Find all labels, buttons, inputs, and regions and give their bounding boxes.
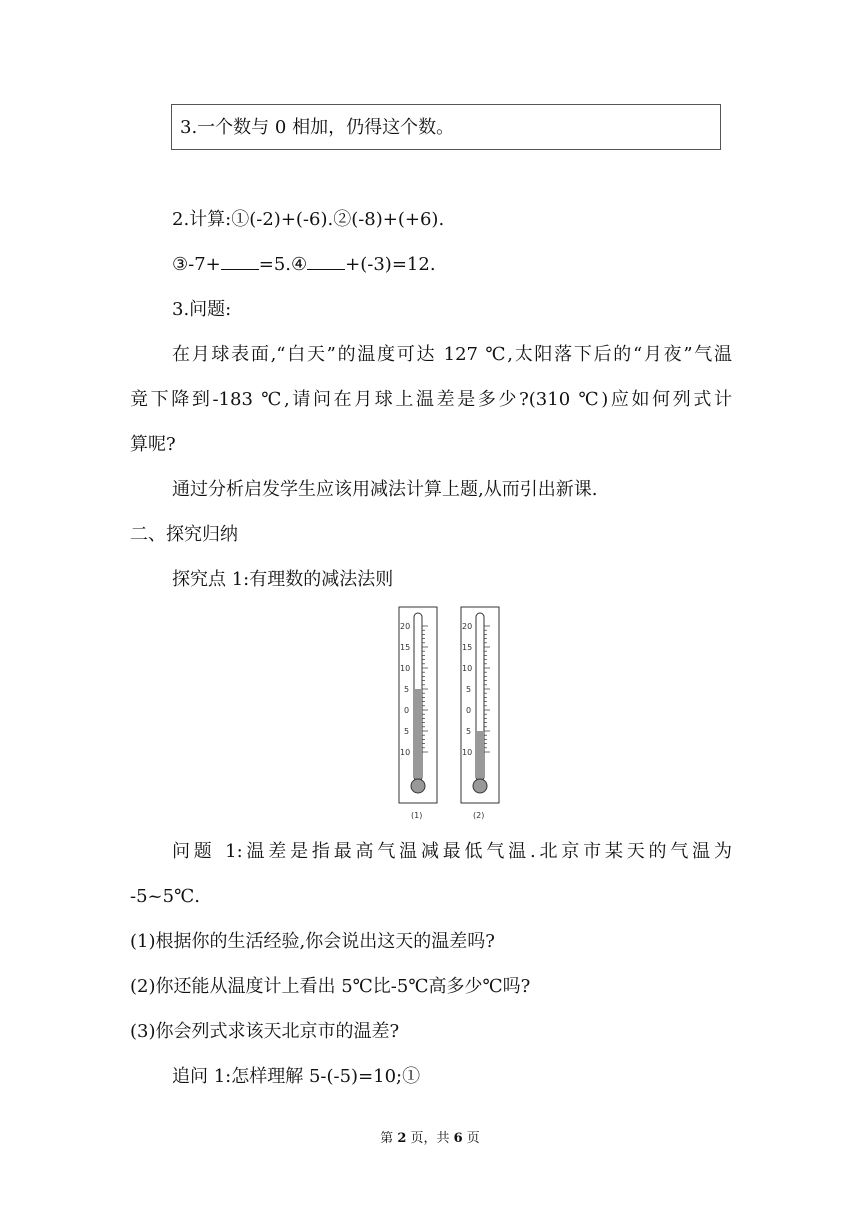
scale-label: 20 (400, 622, 411, 631)
calc-line-1: 2.计算:①(-2)+(-6).②(-8)+(+6). (172, 209, 445, 230)
scale-label: 5 (404, 685, 410, 694)
question-label: 3.问题: (172, 299, 232, 320)
moon-paragraph-line-2: 竟下降到-183 ℃,请问在月球上温差是多少?(310 ℃)应如何列式计 (130, 389, 732, 410)
scale-label: 10 (462, 748, 473, 757)
calc-part-a: ③-7+ (172, 254, 221, 275)
scale-label: 0 (466, 706, 472, 715)
sub-question-1: (1)根据你的生活经验,你会说出这天的温差吗? (130, 931, 495, 952)
scale-label: 5 (466, 685, 472, 694)
scale-label: 5 (466, 727, 472, 736)
calc-line-2 (172, 253, 436, 277)
scale-label: 10 (462, 664, 473, 673)
footer-prefix: 第 (380, 1131, 398, 1146)
sub-question-3: (3)你会列式求该天北京市的温差? (130, 1021, 400, 1042)
section-heading: 二、探究归纳 (130, 524, 238, 545)
thermometer-figure (385, 603, 505, 823)
scale-label: 10 (400, 664, 411, 673)
follow-up-question: 追问 1:怎样理解 5-(-5)=10;① (172, 1066, 421, 1087)
scale-label: 15 (462, 643, 473, 652)
rule-box (171, 104, 721, 150)
scale-label: 5 (404, 727, 410, 736)
analysis-text: 通过分析启发学生应该用减法计算上题,从而引出新课. (172, 479, 598, 500)
scale-label: 10 (400, 748, 411, 757)
bulb-1 (411, 779, 425, 793)
calc-part-c: +(-3)=12. (345, 254, 436, 275)
thermometer-1 (399, 607, 437, 820)
answer-blank-2 (307, 253, 345, 270)
page-number: 2 (397, 1131, 407, 1146)
answer-blank-1 (221, 253, 259, 270)
moon-paragraph-line-1: 在月球表面,“白天”的温度可达 127 ℃,太阳落下后的“月夜”气温 (172, 344, 732, 365)
rule-text: 3.一个数与 0 相加，仍得这个数。 (180, 117, 455, 138)
page-footer (0, 1127, 860, 1146)
problem-1-line-1: 问题 1:温差是指最高气温减最低气温.北京市某天的气温为 (172, 841, 732, 862)
mercury-column-1 (415, 689, 421, 781)
page-total: 6 (453, 1131, 463, 1146)
explore-point-title: 探究点 1:有理数的减法法则 (172, 569, 394, 590)
mercury-column-2 (477, 731, 483, 781)
calc-part-b: =5.④ (258, 254, 308, 275)
moon-paragraph-line-3: 算呢? (130, 434, 176, 455)
scale-label: 20 (462, 622, 473, 631)
thermometer-caption-1: (1) (411, 811, 423, 820)
sub-question-2: (2)你还能从温度计上看出 5℃比-5℃高多少℃吗? (130, 976, 531, 997)
bulb-2 (473, 779, 487, 793)
thermometer-caption-2: (2) (473, 811, 485, 820)
problem-1-line-2: -5~5℃. (130, 886, 200, 907)
thermometer-2 (461, 607, 499, 820)
scale-label: 15 (400, 643, 411, 652)
scale-label: 0 (404, 706, 410, 715)
footer-middle: 页，共 (406, 1131, 454, 1146)
footer-suffix: 页 (462, 1131, 480, 1146)
